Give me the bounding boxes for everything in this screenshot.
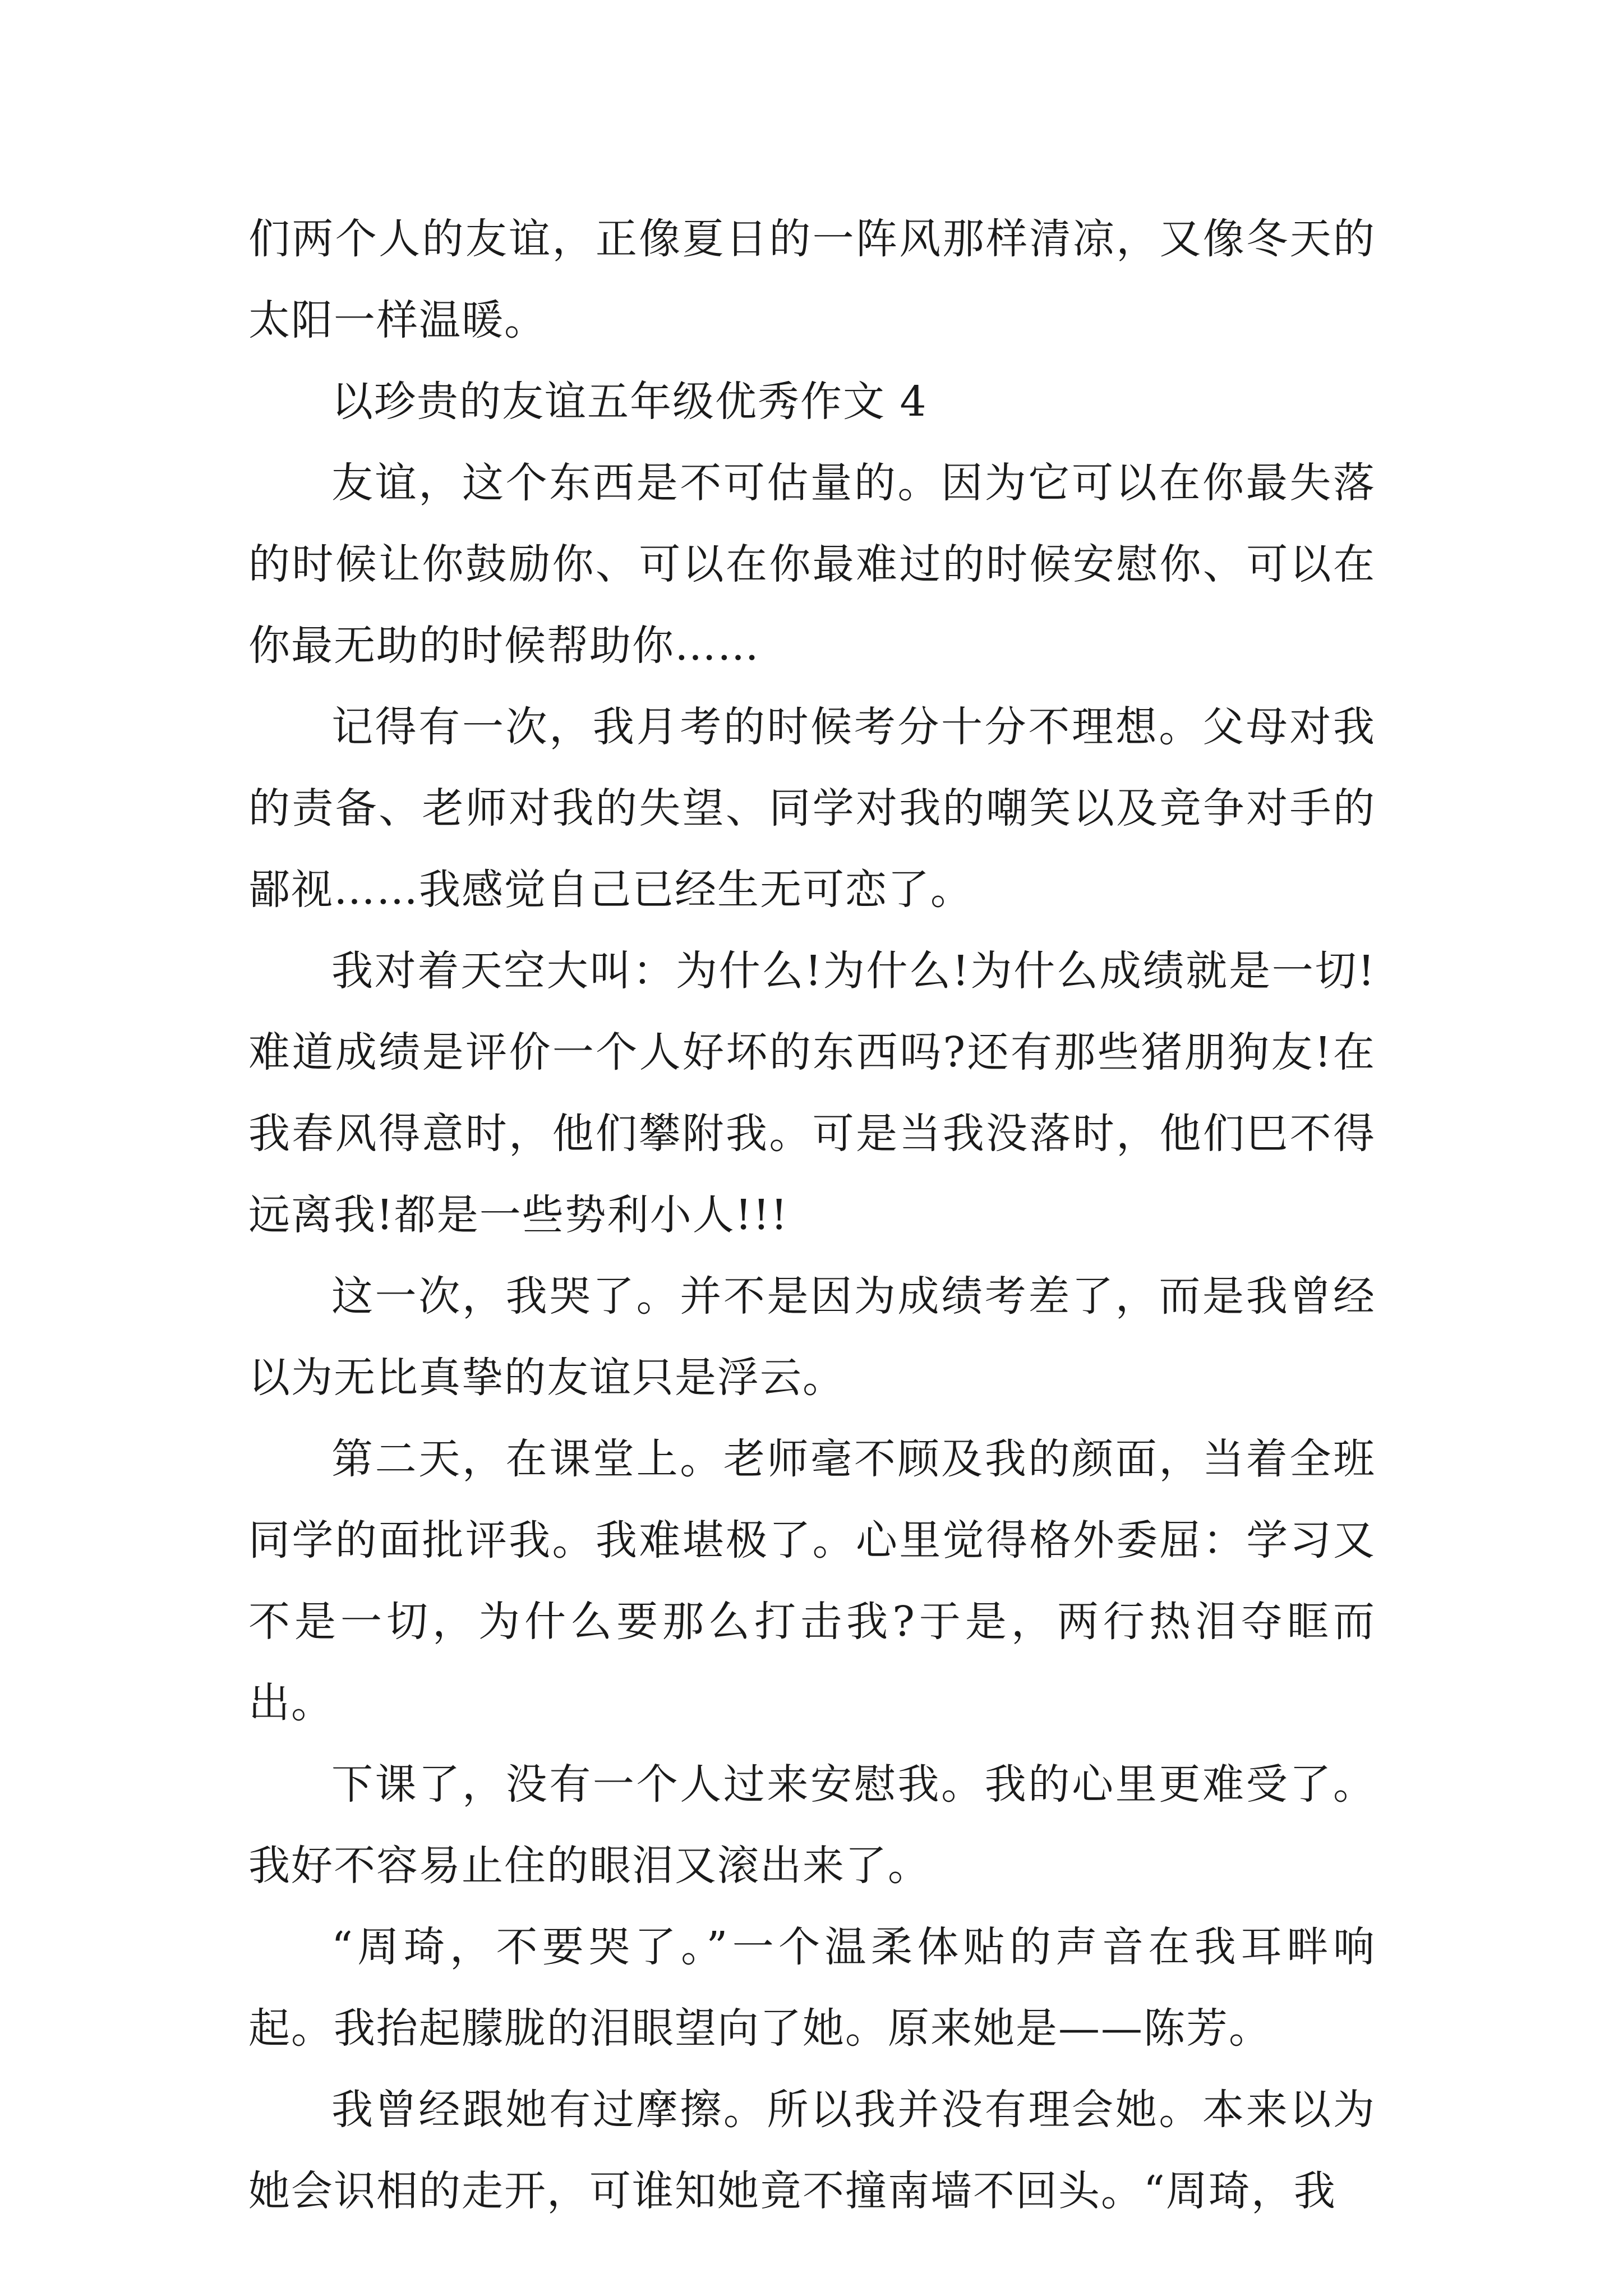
paragraph: 友谊，这个东西是不可估量的。因为它可以在你最失落的时候让你鼓励你、可以在你最难过的时候安慰你、可以在你最无助的时候帮助你…… bbox=[248, 459, 1376, 670]
paragraph-continuation: 们两个人的友谊，正像夏日的一阵风那样清凉，又像冬天的太阳一样温暖。 bbox=[248, 215, 1376, 344]
paragraph: 我曾经跟她有过摩擦。所以我并没有理会她。本来以为她会识相的走开，可谁知她竟不撞南墙不回头。“周琦，我 bbox=[248, 2086, 1376, 2215]
paragraph: 第二天，在课堂上。老师毫不顾及我的颜面，当着全班同学的面批评我。我难堪极了。心里觉得格外委屈：学习又不是一切，为什么要那么打击我?于是，两行热泪夺眶而出。 bbox=[248, 1435, 1376, 1727]
article-body bbox=[248, 199, 1376, 2232]
paragraph: 我对着天空大叫：为什么!为什么!为什么成绩就是一切!难道成绩是评价一个人好坏的东西吗?还有那些猪朋狗友!在我春风得意时，他们攀附我。可是当我没落时，他们巴不得远离我!都是一些势利小人!!! bbox=[248, 947, 1376, 1239]
section-heading: 以珍贵的友谊五年级优秀作文 4 bbox=[331, 378, 928, 426]
paragraph: 记得有一次，我月考的时候考分十分不理想。父母对我的责备、老师对我的失望、同学对我的嘲笑以及竞争对手的鄙视……我感觉自己已经生无可恋了。 bbox=[248, 703, 1376, 914]
paragraph: 下课了，没有一个人过来安慰我。我的心里更难受了。我好不容易止住的眼泪又滚出来了。 bbox=[248, 1760, 1376, 1890]
paragraph: 这一次，我哭了。并不是因为成绩考差了，而是我曾经以为无比真挚的友谊只是浮云。 bbox=[248, 1272, 1376, 1402]
paragraph: “周琦，不要哭了。”一个温柔体贴的声音在我耳畔响起。我抬起朦胧的泪眼望向了她。原来她是——陈芳。 bbox=[248, 1923, 1376, 2053]
